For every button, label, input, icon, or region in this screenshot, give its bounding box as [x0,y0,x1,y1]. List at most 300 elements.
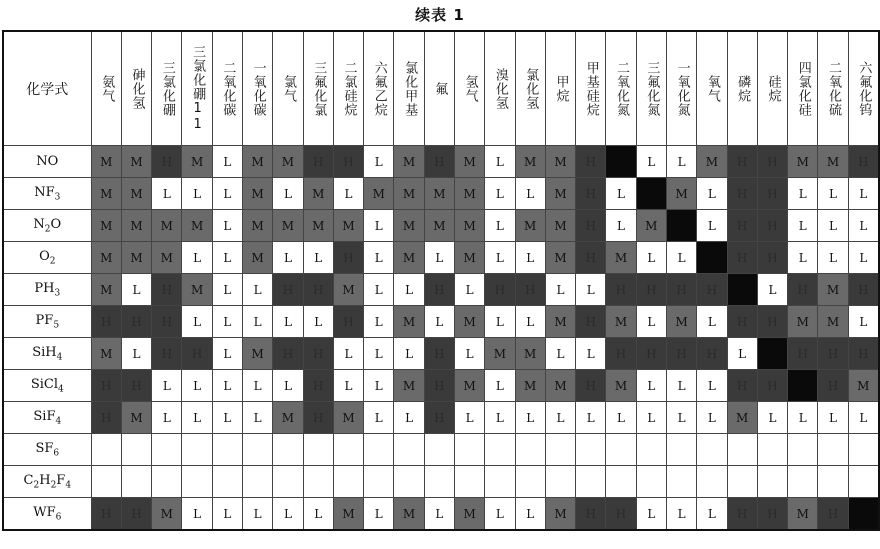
compatibility-cell [91,434,121,466]
compatibility-cell [273,466,303,498]
compatibility-cell: H [121,370,151,402]
compatibility-cell: L [485,306,515,338]
compatibility-cell: M [454,210,484,242]
gas-column-header [545,31,575,146]
compatibility-cell: L [212,242,242,274]
compatibility-cell: L [818,402,848,434]
chemical-formula: $SF_6$ [3,434,91,466]
compatibility-cell: L [576,338,606,370]
compatibility-cell: L [606,178,636,210]
compatibility-cell: L [818,210,848,242]
compatibility-cell [576,466,606,498]
table-row [3,274,879,306]
chemical-formula: $NF_3$ [3,178,91,210]
compatibility-cell: M [91,146,121,178]
compatibility-cell: M [545,146,575,178]
compatibility-cell: L [182,242,212,274]
compatibility-cell: L [333,178,363,210]
compatibility-cell: L [636,370,666,402]
compatibility-cell: L [424,306,454,338]
compatibility-cell: M [545,242,575,274]
compatibility-cell: L [697,498,727,531]
compatibility-cell: H [576,370,606,402]
compatibility-cell: H [727,178,757,210]
compatibility-cell [243,466,273,498]
compatibility-cell: M [545,210,575,242]
compatibility-cell: H [152,338,182,370]
compatibility-cell [697,466,727,498]
gas-name: 砷化氢 [129,67,145,110]
compatibility-cell: H [424,146,454,178]
compatibility-cell: M [243,178,273,210]
compatibility-cell: L [515,306,545,338]
compatibility-cell: L [848,306,879,338]
compatibility-cell: M [818,306,848,338]
compatibility-cell: L [121,274,151,306]
compatibility-cell [333,466,363,498]
compatibility-cell: M [697,146,727,178]
compatibility-cell: H [152,306,182,338]
compatibility-cell: M [454,498,484,531]
compatibility-cell [757,434,787,466]
compatibility-cell: M [91,338,121,370]
compatibility-cell: H [303,146,333,178]
chemical-formula: $PF_5$ [3,306,91,338]
gas-name: 三氯化硼 [159,60,175,117]
compatibility-cell: L [697,210,727,242]
compatibility-cell: L [152,370,182,402]
compatibility-cell: M [394,178,424,210]
compatibility-cell: M [243,242,273,274]
compatibility-cell: L [212,338,242,370]
compatibility-cell: L [364,402,394,434]
gas-column-header [273,31,303,146]
compatibility-cell: L [273,306,303,338]
compatibility-cell: L [757,274,787,306]
compatibility-cell: L [697,402,727,434]
compatibility-cell: L [364,338,394,370]
compatibility-cell [454,466,484,498]
compatibility-cell [152,434,182,466]
gas-column-header [576,31,606,146]
gas-column-header [818,31,848,146]
compatibility-cell: H [424,338,454,370]
gas-column-header [697,31,727,146]
compatibility-cell: H [303,402,333,434]
compatibility-cell: H [121,498,151,531]
compatibility-cell: M [121,146,151,178]
gas-column-header [121,31,151,146]
compatibility-cell: L [515,402,545,434]
compatibility-cell: H [788,274,818,306]
compatibility-cell: H [757,146,787,178]
compatibility-cell: M [364,178,394,210]
compatibility-cell [152,466,182,498]
gas-name: 一氧化氮 [674,60,690,117]
compatibility-cell: M [394,370,424,402]
compatibility-cell [91,466,121,498]
table-row [3,338,879,370]
compatibility-cell: L [364,306,394,338]
compatibility-cell: L [333,338,363,370]
compatibility-cell: L [454,338,484,370]
compatibility-cell: L [364,370,394,402]
compatibility-cell [818,434,848,466]
compatibility-cell: H [606,498,636,531]
compatibility-cell: H [576,146,606,178]
compatibility-cell: H [636,274,666,306]
table-row [3,434,879,466]
compatibility-cell: L [454,274,484,306]
chemical-formula: $N_2O$ [3,210,91,242]
compatibility-cell: H [757,242,787,274]
gas-column-header [666,31,696,146]
compatibility-cell [424,466,454,498]
gas-column-header [333,31,363,146]
compatibility-cell: H [152,274,182,306]
compatibility-cell [515,466,545,498]
gas-column-header [182,31,212,146]
compatibility-cell: H [333,242,363,274]
compatibility-cell: L [152,402,182,434]
compatibility-cell [273,434,303,466]
compatibility-cell: M [91,274,121,306]
compatibility-cell: H [727,498,757,531]
compatibility-cell: L [182,402,212,434]
table-row [3,242,879,274]
compatibility-cell: M [788,498,818,531]
compatibility-cell: L [848,402,879,434]
gas-column-header [757,31,787,146]
compatibility-cell: H [636,338,666,370]
gas-column-header [848,31,879,146]
compatibility-cell: H [273,274,303,306]
compatibility-cell: H [303,338,333,370]
compatibility-cell [243,434,273,466]
compatibility-cell [182,466,212,498]
chemical-formula: SiCl$_4$ [3,370,91,402]
compatibility-cell: L [666,498,696,531]
compatibility-cell: M [454,306,484,338]
compatibility-cell [606,466,636,498]
compatibility-cell: L [364,146,394,178]
compatibility-cell [454,434,484,466]
compatibility-cell: M [394,210,424,242]
compatibility-cell: L [243,370,273,402]
compatibility-cell: M [243,210,273,242]
compatibility-cell: M [303,178,333,210]
compatibility-cell: M [515,370,545,402]
compatibility-cell: M [424,178,454,210]
compatibility-cell: M [818,274,848,306]
compatibility-cell: M [152,498,182,531]
gas-column-header [303,31,333,146]
gas-name: 氯化氢 [523,67,539,110]
compatibility-cell [788,466,818,498]
compatibility-cell: L [273,242,303,274]
gas-name: 氧气 [704,74,720,103]
gas-name: 溴化氢 [492,67,508,110]
compatibility-cell: H [182,338,212,370]
compatibility-cell [576,434,606,466]
compatibility-cell [212,466,242,498]
chemical-formula: $PH_3$ [3,274,91,306]
gas-name: 三氟化氮 [644,60,660,117]
compatibility-cell: M [121,178,151,210]
compatibility-cell: L [545,274,575,306]
header-row [3,31,879,146]
gas-name: 硅烷 [765,74,781,103]
compatibility-cell: M [485,338,515,370]
compatibility-cell: H [273,338,303,370]
compatibility-cell [636,178,666,210]
compatibility-cell [303,434,333,466]
gas-name: 四氯化硅 [795,60,811,117]
gas-name: 二氧化氮 [614,60,630,117]
compatibility-cell: H [666,274,696,306]
compatibility-cell: H [576,178,606,210]
gas-column-header [212,31,242,146]
compatibility-cell: H [424,370,454,402]
gas-column-header [394,31,424,146]
gas-name: 一氧化碳 [250,60,266,117]
compatibility-cell: M [515,338,545,370]
compatibility-cell: M [394,146,424,178]
gas-name: 氯化甲基 [402,60,418,117]
compatibility-cell: H [333,306,363,338]
compatibility-cell: L [697,178,727,210]
gas-name: 甲基硅烷 [583,60,599,117]
compatibility-cell: L [666,402,696,434]
compatibility-cell: L [364,498,394,531]
table-row [3,370,879,402]
compatibility-cell: L [485,178,515,210]
compatibility-cell: M [91,210,121,242]
compatibility-cell: M [243,146,273,178]
compatibility-cell: M [545,306,575,338]
compatibility-cell: H [818,338,848,370]
chemical-formula: $WF_6$ [3,498,91,531]
compatibility-cell: L [485,242,515,274]
compatibility-cell [666,466,696,498]
compatibility-cell [757,466,787,498]
table-row [3,466,879,498]
compatibility-cell [697,434,727,466]
compatibility-cell [182,434,212,466]
compatibility-cell: M [182,210,212,242]
compatibility-cell: M [333,402,363,434]
compatibility-cell: L [212,210,242,242]
compatibility-cell: L [212,178,242,210]
gas-column-header [152,31,182,146]
table-row [3,146,879,178]
compatibility-cell [485,434,515,466]
gas-column-header [606,31,636,146]
compatibility-cell: L [485,210,515,242]
compatibility-cell: H [152,146,182,178]
compatibility-cell: L [212,306,242,338]
formula-column-header: 化学式 [3,31,91,146]
compatibility-cell [788,434,818,466]
compatibility-cell [727,274,757,306]
compatibility-cell: L [606,402,636,434]
compatibility-cell [121,466,151,498]
compatibility-cell: L [212,370,242,402]
compatibility-cell: M [606,306,636,338]
compatibility-cell: L [273,370,303,402]
compatibility-cell: M [121,210,151,242]
compatibility-cell: H [606,274,636,306]
gas-name: 三氟化氯 [311,60,327,117]
compatibility-cell: M [727,402,757,434]
compatibility-cell: M [273,402,303,434]
compatibility-cell: M [182,274,212,306]
compatibility-cell: L [636,242,666,274]
compatibility-cell: H [666,338,696,370]
compatibility-cell: H [848,338,879,370]
compatibility-cell [303,466,333,498]
compatibility-cell [424,434,454,466]
compatibility-cell: M [243,338,273,370]
compatibility-cell: L [727,338,757,370]
compatibility-cell: H [818,370,848,402]
compatibility-cell [818,466,848,498]
compatibility-cell: H [576,498,606,531]
compatibility-cell: L [273,178,303,210]
compatibility-cell: L [212,402,242,434]
compatibility-cell: H [121,306,151,338]
compatibility-cell: M [606,370,636,402]
compatibility-cell: L [273,498,303,531]
compatibility-cell: L [394,402,424,434]
gas-column-header [243,31,273,146]
gas-name: 氨气 [99,74,115,103]
compatibility-cell: L [818,242,848,274]
compatibility-cell [666,434,696,466]
compatibility-cell: H [697,338,727,370]
gas-name: 甲烷 [553,74,569,103]
compatibility-cell [606,146,636,178]
compatibility-cell: L [666,146,696,178]
gas-column-header [364,31,394,146]
table-row [3,498,879,531]
compatibility-cell [757,338,787,370]
compatibility-cell: M [545,370,575,402]
compatibility-cell: L [182,498,212,531]
compatibility-cell: M [333,210,363,242]
compatibility-cell: M [394,306,424,338]
compatibility-cell: H [757,370,787,402]
gas-name: 三氯化硼11 [190,44,206,133]
compatibility-cell: L [697,370,727,402]
compatibility-cell [394,466,424,498]
compatibility-cell: M [545,178,575,210]
compatibility-cell [394,434,424,466]
compatibility-cell: L [212,274,242,306]
compatibility-cell: M [182,146,212,178]
gas-name: 二氯硅烷 [341,60,357,117]
compatibility-cell: L [788,242,818,274]
compatibility-cell: M [515,146,545,178]
chemical-formula: SiH$_4$ [3,338,91,370]
compatibility-cell [666,210,696,242]
compatibility-cell: H [91,370,121,402]
compatibility-cell: L [636,146,666,178]
gas-column-header [727,31,757,146]
compatibility-cell: M [788,146,818,178]
compatibility-cell: L [394,338,424,370]
compatibility-cell: M [636,210,666,242]
compatibility-cell [364,434,394,466]
compatibility-cell: L [848,242,879,274]
compatibility-cell: M [666,306,696,338]
compatibility-cell: H [91,402,121,434]
compatibility-cell: L [243,274,273,306]
compatibility-cell: H [757,306,787,338]
compatibility-cell: M [394,498,424,531]
table-row [3,402,879,434]
compatibility-cell: M [545,498,575,531]
compatibility-cell: M [152,210,182,242]
gas-name: 氟 [432,81,448,96]
compatibility-cell: L [666,242,696,274]
compatibility-cell: L [424,242,454,274]
chemical-formula: NO [3,146,91,178]
compatibility-cell: H [757,210,787,242]
compatibility-cell: L [697,306,727,338]
gas-column-header [424,31,454,146]
compatibility-cell: H [848,146,879,178]
compatibility-cell: M [121,402,151,434]
compatibility-cell: H [576,242,606,274]
compatibility-cell [515,434,545,466]
compatibility-cell: M [91,178,121,210]
compatibility-cell: M [788,306,818,338]
compatibility-cell: H [303,370,333,402]
compatibility-cell: H [727,370,757,402]
compatibility-cell: L [303,306,333,338]
compatibility-cell: L [303,242,333,274]
compatibility-cell: M [424,210,454,242]
gas-column-header [788,31,818,146]
compatibility-cell: L [545,402,575,434]
chemical-formula: $C_2H_2F_4$ [3,466,91,498]
compatibility-cell: L [485,146,515,178]
compatibility-cell: H [757,178,787,210]
gas-name: 磷烷 [735,74,751,103]
compatibility-cell [636,434,666,466]
table-row [3,306,879,338]
compatibility-cell [697,242,727,274]
compatibility-cell: H [424,402,454,434]
compatibility-cell: H [727,146,757,178]
compatibility-cell: L [182,178,212,210]
compatibility-cell: L [848,210,879,242]
compatibility-cell: H [424,274,454,306]
compatibility-cell: L [212,498,242,531]
compatibility-cell [636,466,666,498]
compatibility-cell: L [545,338,575,370]
compatibility-cell: L [182,306,212,338]
gas-column-header [91,31,121,146]
compatibility-cell: L [848,178,879,210]
compatibility-cell [333,434,363,466]
compatibility-cell: H [333,146,363,178]
compatibility-cell: L [576,274,606,306]
compatibility-cell: L [364,242,394,274]
compatibility-cell [727,466,757,498]
compatibility-cell: M [818,146,848,178]
